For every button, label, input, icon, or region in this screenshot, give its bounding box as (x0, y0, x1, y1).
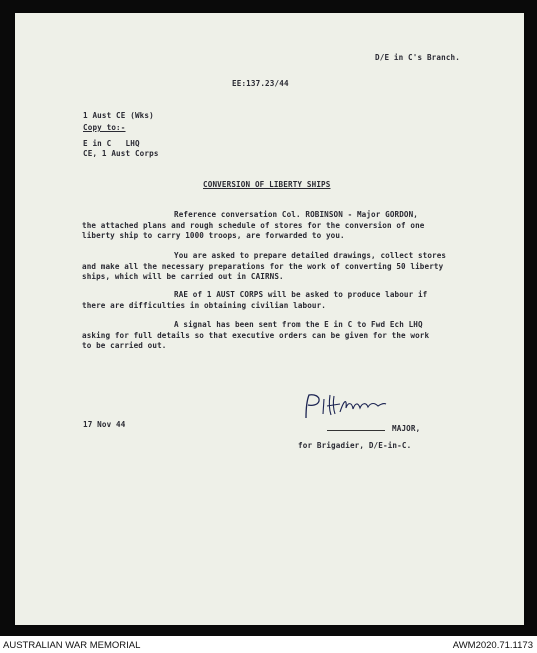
paragraph-1 (82, 210, 425, 242)
paragraph-2 (82, 251, 446, 283)
paragraph-line: asking for full details so that executive orders can be given for the work (82, 330, 430, 340)
subject-heading: CONVERSION OF LIBERTY SHIPS (203, 180, 331, 189)
paragraph-line: RAE of 1 AUST CORPS will be asked to produce labour if (174, 290, 428, 299)
reference-number: EE:137.23/44 (232, 79, 289, 88)
paragraph-line: liberty ship to carry 1000 troops, are forwarded to you. (82, 231, 345, 240)
branch-heading: D/E in C's Branch. (375, 53, 460, 62)
document-page (15, 13, 524, 625)
paragraph-line: ships, which will be carried out in CAIRNS. (82, 272, 284, 281)
rank: MAJOR, (392, 424, 421, 433)
copy-to-label: Copy to:- (83, 123, 126, 132)
copy-to-line-1: E in C LHQ (83, 139, 140, 148)
archive-footer (0, 636, 537, 653)
archive-name: AUSTRALIAN WAR MEMORIAL (3, 640, 141, 651)
archive-reference: AWM2020.71.1173 (452, 640, 533, 651)
paragraph-3 (82, 290, 427, 311)
date: 17 Nov 44 (83, 420, 126, 429)
paragraph-line: Reference conversation Col. ROBINSON - Major GORDON, (174, 210, 418, 219)
paragraph-line: there are difficulties in obtaining civilian labour. (82, 300, 326, 310)
signature-line (327, 430, 385, 431)
paragraph-line: and make all the necessary preparations for the work of converting 50 liberty (82, 261, 444, 271)
paragraph-line: A signal has been sent from the E in C to Fwd Ech LHQ (174, 320, 423, 329)
paragraph-line: You are asked to prepare detailed drawings, collect stores (174, 251, 447, 260)
paragraph-line: to be carried out. (82, 341, 167, 350)
addressee: 1 Aust CE (Wks) (83, 111, 154, 120)
copy-to-line-2: CE, 1 Aust Corps (83, 149, 159, 158)
signature-block: for Brigadier, D/E-in-C. (298, 441, 412, 450)
handwritten-signature (300, 392, 390, 422)
paragraph-line: the attached plans and rough schedule of stores for the conversion of one (82, 220, 425, 230)
paragraph-4 (82, 320, 429, 352)
